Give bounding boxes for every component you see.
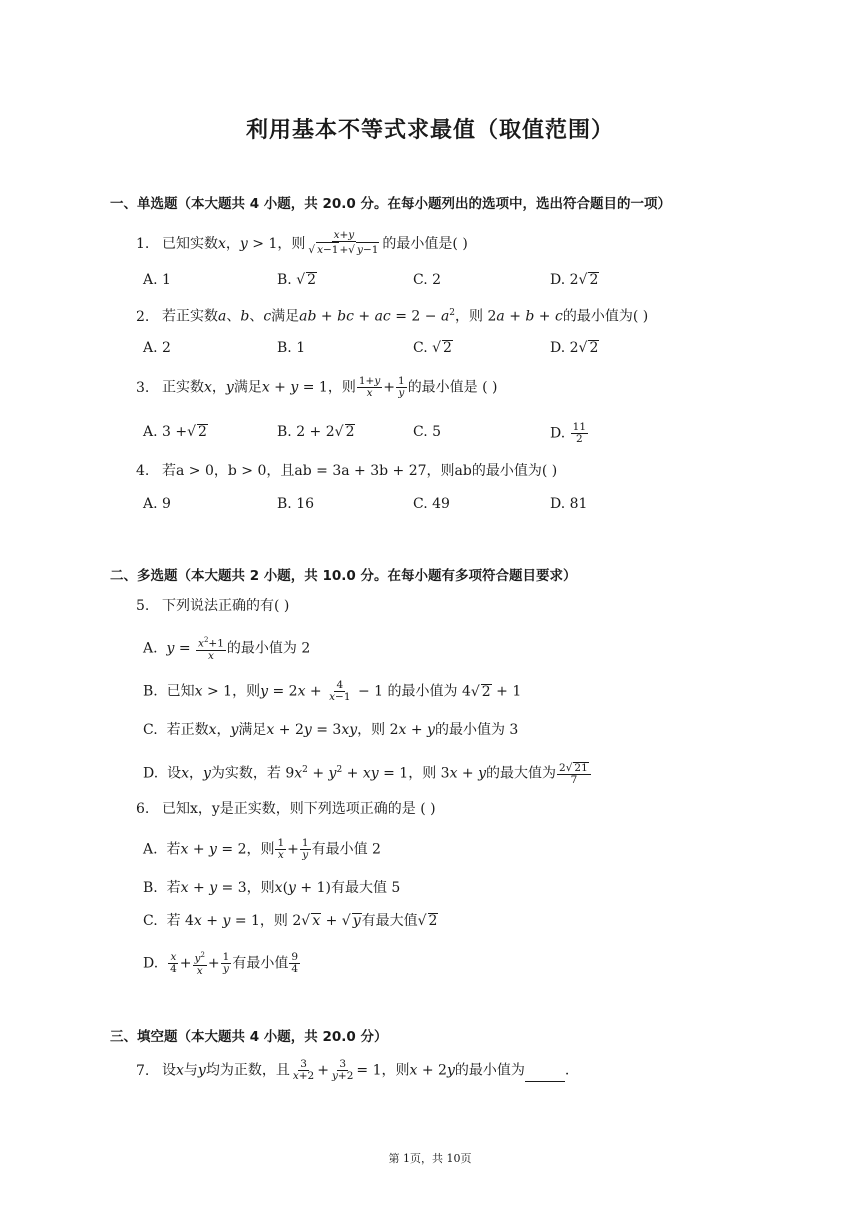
question-6	[136, 799, 436, 819]
question-5-option-b[interactable]: B. 已知x > 1，则y = 2x + $\frac{4}{x-1}$ − 1 的最小值为 4√ 2 + 1	[143, 680, 521, 703]
section-heading-single-choice: 一、单选题（本大题共 4 小题，共 20.0 分。在每小题列出的选项中，选出符合题目的一项）	[110, 196, 672, 212]
page-title: 利用基本不等式求最值（取值范围）	[245, 118, 614, 143]
option-b[interactable]: B. √ 2	[277, 270, 317, 290]
question-7: 7. 设x与y均为正数，且 $\frac{3}{x+2}$ + $\frac{3}{y+2}$ = 1，则x + 2y的最小值为 .	[136, 1058, 570, 1082]
option-c[interactable]: C. 5	[413, 424, 442, 440]
question-5-option-d[interactable]: D. 设x，y为实数，若 $9x^2 + y^2$ + xy = 1，则 3x + y的最大值为 $\frac{2√ 21}{7}$	[143, 760, 592, 786]
question-4	[136, 461, 557, 481]
question-number: 2.	[136, 308, 150, 325]
section-heading-fill-in: 三、填空题（本大题共 4 小题，共 20.0 分）	[110, 1029, 388, 1045]
question-5	[136, 596, 289, 616]
question-6-option-a[interactable]: A. 若x + y = 2，则 $\frac{1}{x}$ + $\frac{1}{y}$ 有最小值 2	[143, 837, 381, 861]
option-b[interactable]: B. 16	[277, 496, 315, 512]
option-b[interactable]: B. 1	[277, 340, 306, 356]
question-number: 7.	[136, 1062, 150, 1079]
question-6-option-c[interactable]: C. 若 4x + y = 1，则 2√ x + √ y有最大值√ 2	[143, 911, 438, 931]
option-d[interactable]: D. 2√ 2	[550, 270, 599, 290]
option-c[interactable]: C. 49	[413, 496, 450, 512]
option-a[interactable]: A. 2	[143, 340, 171, 356]
question-number: 6.	[136, 801, 150, 817]
question-text: 下列说法正确的有( )	[162, 598, 290, 614]
question-2: 2. 若正实数a、b、c满足ab + bc + ac = $2 - a^2$，则 2a + b + c的最小值为( )	[136, 308, 649, 325]
question-text: 已知x，y是正实数，则下列选项正确的是 ( )	[162, 801, 436, 817]
question-number: 1.	[136, 236, 150, 252]
page-footer: 第 1页，共 10页	[388, 1152, 472, 1165]
option-a[interactable]: A. 3 +√ 2	[143, 422, 208, 442]
question-number: 4.	[136, 463, 150, 479]
question-5-option-a[interactable]: A. y = $\frac{x^2+1}{x}$ 的最小值为 2	[143, 636, 311, 662]
option-a[interactable]: A. 9	[143, 496, 171, 512]
option-c[interactable]: C. 2	[413, 272, 442, 288]
option-d[interactable]: D. 81	[550, 496, 588, 512]
answer-blank[interactable]	[525, 1067, 565, 1082]
option-a[interactable]: A. 1	[143, 272, 171, 288]
question-6-option-b[interactable]: B. 若x + y = 3，则x(y + 1)有最大值 5	[143, 880, 401, 896]
question-number: 5.	[136, 598, 150, 614]
option-b[interactable]: B. 2 + 2√ 2	[277, 422, 355, 442]
question-text: 若a > 0，b > 0，且ab = 3a + 3b + 27，则ab的最小值为( )	[162, 463, 558, 479]
question-number: 3.	[136, 379, 150, 396]
option-d[interactable]: D. 2√ 2	[550, 338, 599, 358]
section-heading-multi-choice: 二、多选题（本大题共 2 小题，共 10.0 分。在每小题有多项符合题目要求）	[110, 568, 577, 584]
question-5-option-c[interactable]: C. 若正数x，y满足x + 2y = 3xy，则 2x + y的最小值为 3	[143, 722, 519, 738]
option-d[interactable]: D. $\frac{11}{2}$	[550, 421, 587, 445]
question-3: 3. 正实数x，y满足x + y = 1，则 $\frac{1+y}{x}$ + $\frac{1}{y}$ 的最小值是 ( )	[136, 375, 498, 399]
question-6-option-d[interactable]: D. $\frac{x}{4}$ + $\frac{y^2}{x}$ + $\frac{1}{y}$ 有最小值 $\frac{9}{4}$	[143, 950, 299, 977]
question-1: 1. 已知实数x，y > 1，则 x+y √ x−1+√ y−1 的最小值是( )	[136, 230, 468, 258]
option-c[interactable]: C. √ 2	[413, 338, 453, 358]
